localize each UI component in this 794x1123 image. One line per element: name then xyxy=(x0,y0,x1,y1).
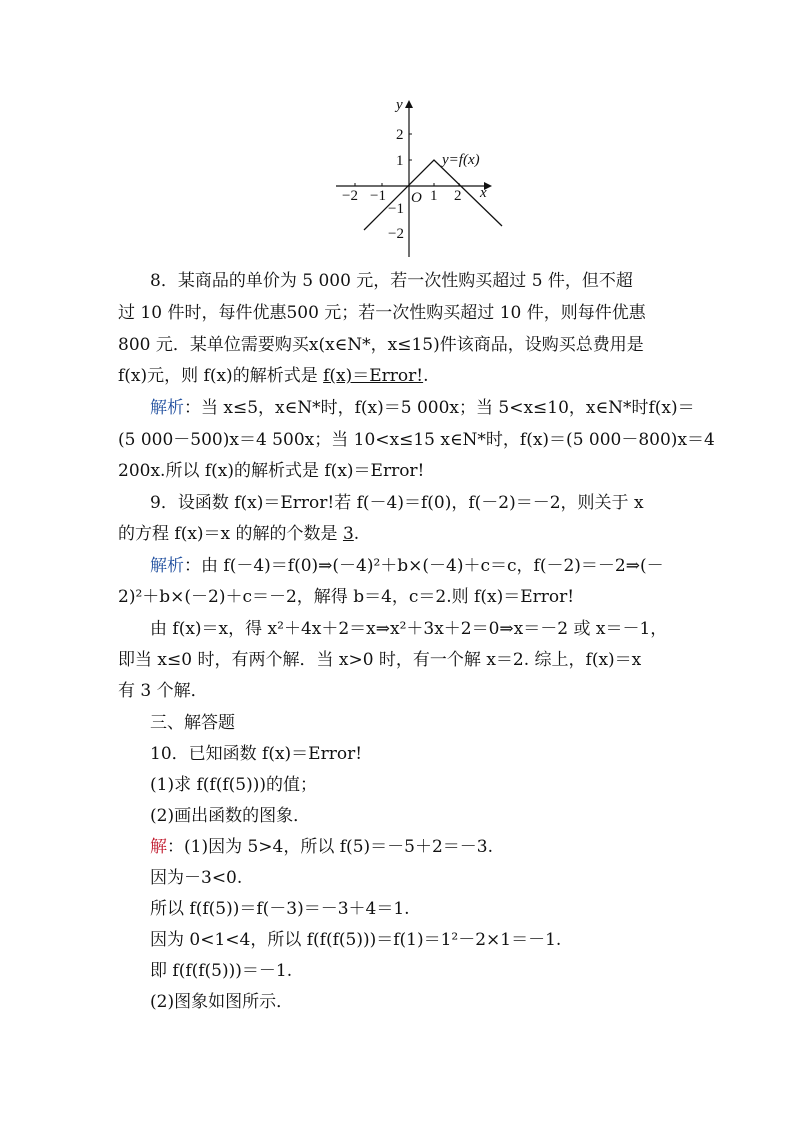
solution-line: (2)图象如图所示． xyxy=(150,992,294,1012)
y-tick-label: −1 xyxy=(388,201,404,217)
line-text: . xyxy=(423,366,429,386)
answer-blank: f(x)＝Error! xyxy=(323,366,424,386)
x-tick-label: −2 xyxy=(342,188,358,204)
analysis-label: 解析 xyxy=(150,398,184,418)
problem-10-line: 10．已知函数 f(x)＝Error! xyxy=(150,744,363,764)
problem-8-line xyxy=(118,361,688,391)
problem-10-line: (2)画出函数的图象． xyxy=(150,806,311,826)
problem-8-line: 过 10 件时，每件优惠500 元；若一次性购买超过 10 件，则每件优惠 xyxy=(118,303,646,323)
y-tick-label: −2 xyxy=(388,226,404,242)
analysis-line: 由 f(x)＝x，得 x²＋4x＋2＝x⇒x²＋3x＋2＝0⇒x＝－2 或 x＝－1， xyxy=(150,619,668,639)
analysis-line xyxy=(150,393,720,423)
answer-blank: 3 xyxy=(342,524,354,544)
y-tick-label: 1 xyxy=(396,153,404,169)
solution-label: 解 xyxy=(150,837,167,857)
problem-9-line xyxy=(118,519,688,549)
problem-9-line: 9．设函数 f(x)＝Error!若 f(－4)＝f(0)，f(－2)＝－2，则关于 x xyxy=(150,493,644,513)
solution-line xyxy=(150,832,720,862)
analysis-line: 有 3 个解． xyxy=(118,681,208,701)
y-tick-label: 2 xyxy=(396,127,404,143)
line-text: ：(1)因为 5>4，所以 f(5)＝－5＋2＝－3. xyxy=(167,837,493,857)
solution-line: 即 f(f(f(5)))＝－1. xyxy=(150,961,293,981)
x-tick-label: 2 xyxy=(454,188,462,204)
curve-label: y=f(x) xyxy=(442,152,480,168)
section-heading: 三、解答题 xyxy=(150,713,235,733)
solution-line: 因为－3<0. xyxy=(150,868,243,888)
problem-8-line: 800 元．某单位需要购买x(x∈N*，x≤15)件该商品，设购买总费用是 xyxy=(118,335,644,355)
analysis-line: 2)²＋b×(－2)＋c＝－2，解得 b＝4，c＝2.则 f(x)＝Error! xyxy=(118,587,575,607)
analysis-line: 即当 x≤0 时，有两个解．当 x>0 时，有一个解 x＝2. 综上，f(x)＝x xyxy=(118,650,642,670)
x-tick-label: −1 xyxy=(370,188,386,204)
problem-8-line: 8．某商品的单价为 5 000 元，若一次性购买超过 5 件，但不超 xyxy=(150,271,633,291)
analysis-line: (5 000－500)x＝4 500x；当 10<x≤15 x∈N*时，f(x)＝(5 000－800)x＝4 xyxy=(118,430,715,450)
y-axis-label: y xyxy=(396,97,403,113)
solution-line: 所以 f(f(5))＝f(－3)＝－3＋4＝1. xyxy=(150,899,410,919)
solution-line: 因为 0<1<4，所以 f(f(f(5)))＝f(1)＝1²－2×1＝－1. xyxy=(150,930,562,950)
line-text: 的方程 f(x)＝x 的解的个数是 xyxy=(118,524,343,544)
problem-10-line: (1)求 f(f(f(5)))的值； xyxy=(150,775,317,795)
y-axis-arrow xyxy=(405,100,413,108)
function-graph xyxy=(330,92,510,262)
analysis-line xyxy=(150,551,720,581)
line-text: . xyxy=(353,524,360,544)
analysis-label: 解析 xyxy=(150,556,184,576)
line-text: ：当 x≤5，x∈N*时，f(x)＝5 000x；当 5<x≤10，x∈N*时f(x)＝ xyxy=(184,398,695,418)
x-axis-label: x xyxy=(480,185,487,201)
x-tick-label: 1 xyxy=(430,188,438,204)
origin-label: O xyxy=(411,190,422,206)
line-text: ：由 f(－4)＝f(0)⇒(－4)²＋b×(－4)＋c＝c，f(－2)＝－2⇒(－ xyxy=(184,556,664,576)
line-text: f(x)元，则 f(x)的解析式是 xyxy=(118,366,324,386)
analysis-line: 200x.所以 f(x)的解析式是 f(x)＝Error! xyxy=(118,461,425,481)
